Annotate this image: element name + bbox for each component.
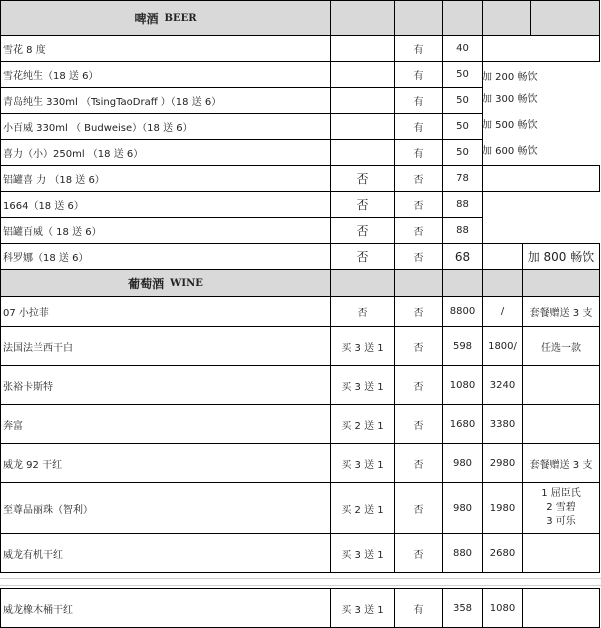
beer-title-en: BEER xyxy=(164,12,197,24)
beer-row-col3: 否 xyxy=(394,243,443,270)
beer-row-col3: 有 xyxy=(394,139,443,166)
beer-row-col3: 有 xyxy=(394,113,443,140)
wine-row-offer: 买 2 送 1 xyxy=(330,482,395,534)
wine-row-offer: 否 xyxy=(330,296,395,327)
beer-package-label: 加 200 畅饮 xyxy=(482,72,538,83)
beer-package-label: 加 600 畅饮 xyxy=(482,146,538,157)
beer-row-name: 雪花纯生（18 送 6） xyxy=(0,61,331,88)
beer-row-col3: 否 xyxy=(394,191,443,218)
beer-row-price: 50 xyxy=(442,113,483,140)
wine-row-price: 8800 xyxy=(442,296,483,327)
wine-row-name: 07 小拉菲 xyxy=(0,296,331,327)
wine-header xyxy=(0,269,331,297)
wine-row-note: 套餐赠送 3 支 xyxy=(522,296,600,327)
wine-header-col4 xyxy=(442,269,483,297)
wine-row-price: 980 xyxy=(442,482,483,534)
wine-title-en: WINE xyxy=(170,277,203,289)
page-break-line xyxy=(0,585,601,586)
wine-row-name: 至尊品丽珠（智利） xyxy=(0,482,331,534)
wine-row-name: 张裕卡斯特 xyxy=(0,365,331,405)
beer-row-name: 雪花 8 度 xyxy=(0,35,331,62)
beer-row-name: 铝罐喜 力 （18 送 6） xyxy=(0,165,331,192)
wine-row-col5: 3240 xyxy=(482,365,523,405)
beer-row-name: 1664（18 送 6） xyxy=(0,191,331,218)
wine-row-price: 980 xyxy=(442,443,483,483)
beer-row-col2 xyxy=(330,113,395,140)
beer-row-extra xyxy=(482,35,600,62)
beer-header-col5 xyxy=(482,0,531,36)
beer-row-price: 78 xyxy=(442,165,483,192)
wine-row-col3: 否 xyxy=(394,482,443,534)
beer-header-col3 xyxy=(394,0,443,36)
wine-row-price: 358 xyxy=(442,588,483,628)
note-line: 2 雪碧 xyxy=(546,502,576,513)
beer-row-col2 xyxy=(330,35,395,62)
wine-row-col3: 否 xyxy=(394,533,443,573)
beer-row-price: 50 xyxy=(442,87,483,114)
wine-row-price: 1680 xyxy=(442,404,483,444)
wine-row-offer: 买 3 送 1 xyxy=(330,326,395,366)
wine-row-price: 1080 xyxy=(442,365,483,405)
wine-row-note xyxy=(522,365,600,405)
wine-row-name: 法国法兰西干白 xyxy=(0,326,331,366)
beer-package-label: 加 500 畅饮 xyxy=(482,120,538,131)
wine-row-col3: 否 xyxy=(394,296,443,327)
beer-header-col2 xyxy=(330,0,395,36)
wine-row-note xyxy=(522,482,600,534)
wine-row-note: 套餐赠送 3 支 xyxy=(522,443,600,483)
wine-row-note: 任选一款 xyxy=(522,326,600,366)
beer-row-price: 40 xyxy=(442,35,483,62)
beer-row-price: 88 xyxy=(442,217,483,244)
wine-row-col3: 否 xyxy=(394,443,443,483)
wine-header-col5 xyxy=(482,269,523,297)
wine-row-col5: 1980 xyxy=(482,482,523,534)
beer-row-price: 88 xyxy=(442,191,483,218)
note-line: 1 屈臣氏 xyxy=(541,488,581,499)
beer-row-col2: 否 xyxy=(330,243,395,270)
wine-row-col5: 2980 xyxy=(482,443,523,483)
beer-row-col2 xyxy=(330,61,395,88)
wine-row-offer: 买 3 送 1 xyxy=(330,365,395,405)
beer-row-price: 50 xyxy=(442,61,483,88)
beer-row-name: 青岛纯生 330ml （TsingTaoDraff ）（18 送 6） xyxy=(0,87,331,114)
wine-row-note xyxy=(522,588,600,628)
beer-row-price: 50 xyxy=(442,139,483,166)
beer-header xyxy=(0,0,331,36)
beer-row-col3: 否 xyxy=(394,217,443,244)
beer-row-name: 小百威 330ml （ Budweise）（18 送 6） xyxy=(0,113,331,140)
beer-package-label: 加 300 畅饮 xyxy=(482,94,538,105)
beer-header-col4 xyxy=(442,0,483,36)
beer-row-name: 铝罐百威（ 18 送 6） xyxy=(0,217,331,244)
beer-row-col3: 有 xyxy=(394,61,443,88)
beer-title: 啤酒 xyxy=(134,11,159,26)
wine-row-offer: 买 3 送 1 xyxy=(330,588,395,628)
wine-row-name: 奔富 xyxy=(0,404,331,444)
beer-row-col3: 有 xyxy=(394,35,443,62)
wine-row-name: 威龙 92 干红 xyxy=(0,443,331,483)
beer-row-name: 科罗娜（18 送 6） xyxy=(0,243,331,270)
wine-row-col3: 否 xyxy=(394,404,443,444)
wine-row-note xyxy=(522,404,600,444)
beer-row-col2 xyxy=(330,139,395,166)
beer-row-col2 xyxy=(330,87,395,114)
beer-row-col2: 否 xyxy=(330,191,395,218)
wine-row-col5: 1080 xyxy=(482,588,523,628)
wine-row-offer: 买 2 送 1 xyxy=(330,404,395,444)
beer-row-extra xyxy=(482,165,600,192)
beer-row-col3: 有 xyxy=(394,87,443,114)
wine-row-col3: 有 xyxy=(394,588,443,628)
beer-row-col2: 否 xyxy=(330,217,395,244)
wine-header-col2 xyxy=(330,269,395,297)
beer-row-col2: 否 xyxy=(330,165,395,192)
wine-row-col5: 1800/ xyxy=(482,326,523,366)
wine-row-col3: 否 xyxy=(394,365,443,405)
wine-row-col3: 否 xyxy=(394,326,443,366)
wine-row-price: 598 xyxy=(442,326,483,366)
beer-row-col5 xyxy=(482,243,523,270)
wine-row-name: 威龙有机干红 xyxy=(0,533,331,573)
wine-header-col6 xyxy=(522,269,600,297)
beer-corona-package: 加 800 畅饮 xyxy=(522,243,600,270)
wine-row-price: 880 xyxy=(442,533,483,573)
wine-header-col3 xyxy=(394,269,443,297)
beer-row-name: 喜力（小）250ml （18 送 6） xyxy=(0,139,331,166)
beer-row-col3: 否 xyxy=(394,165,443,192)
wine-row-col5: 2680 xyxy=(482,533,523,573)
wine-title: 葡萄酒 xyxy=(128,276,165,291)
beer-row-price: 68 xyxy=(442,243,483,270)
note-line: 3 可乐 xyxy=(546,516,576,527)
wine-row-col5: / xyxy=(482,296,523,327)
wine-row-col5: 3380 xyxy=(482,404,523,444)
wine-row-offer: 买 3 送 1 xyxy=(330,533,395,573)
page-break-line xyxy=(0,578,601,579)
wine-row-offer: 买 3 送 1 xyxy=(330,443,395,483)
beer-header-col6 xyxy=(530,0,600,36)
wine-row-note xyxy=(522,533,600,573)
wine-row-name: 威龙橡木桶干红 xyxy=(0,588,331,628)
